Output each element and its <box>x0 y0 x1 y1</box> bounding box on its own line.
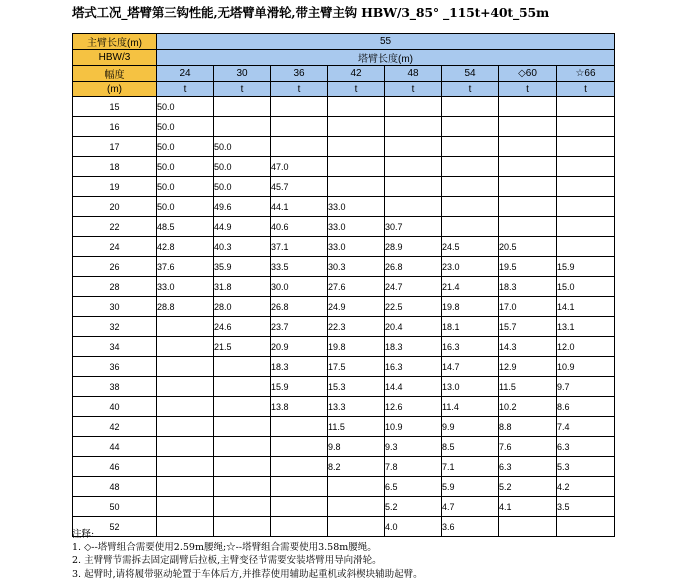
capacity-cell <box>499 97 557 117</box>
capacity-cell <box>499 157 557 177</box>
capacity-cell: 30.3 <box>328 257 385 277</box>
capacity-cell <box>271 477 328 497</box>
capacity-cell <box>442 157 499 177</box>
capacity-cell: 50.0 <box>214 137 271 157</box>
note-item: 1. ◇--塔臂组合需要使用2.59m腰绳;☆--塔臂组合需要使用3.58m腰绳。 <box>72 542 377 554</box>
capacity-cell <box>385 137 442 157</box>
capacity-cell <box>499 177 557 197</box>
capacity-cell: 19.5 <box>499 257 557 277</box>
capacity-cell <box>214 377 271 397</box>
table-row <box>73 397 615 417</box>
capacity-cell <box>271 97 328 117</box>
main-boom-label: 主臂长度(m) <box>73 34 157 50</box>
capacity-cell <box>271 497 328 517</box>
capacity-cell <box>385 197 442 217</box>
capacity-cell: 13.0 <box>442 377 499 397</box>
radius-cell: 42 <box>73 417 157 437</box>
capacity-cell: 10.9 <box>385 417 442 437</box>
capacity-cell: 50.0 <box>157 197 214 217</box>
capacity-cell: 5.3 <box>557 457 615 477</box>
capacity-cell: 11.5 <box>499 377 557 397</box>
capacity-cell <box>157 397 214 417</box>
capacity-cell: 45.7 <box>271 177 328 197</box>
capacity-cell: 47.0 <box>271 157 328 177</box>
capacity-cell: 6.3 <box>499 457 557 477</box>
capacity-cell: 5.9 <box>442 477 499 497</box>
table-row <box>73 477 615 497</box>
capacity-cell: 15.3 <box>328 377 385 397</box>
capacity-cell <box>557 197 615 217</box>
jib-length-header: ◇60 <box>499 66 557 82</box>
radius-cell: 30 <box>73 297 157 317</box>
radius-cell: 52 <box>73 517 157 537</box>
capacity-cell: 50.0 <box>157 117 214 137</box>
capacity-cell: 50.0 <box>157 177 214 197</box>
capacity-cell <box>214 97 271 117</box>
capacity-cell: 13.8 <box>271 397 328 417</box>
note-item: 3. 起臂时,请将履带驱动轮置于车体后方,并推荐使用辅助起重机或斜楔块辅助起臂。 <box>72 568 423 580</box>
radius-unit: (m) <box>73 82 157 97</box>
capacity-cell: 5.2 <box>499 477 557 497</box>
capacity-cell <box>442 197 499 217</box>
capacity-cell <box>214 357 271 377</box>
capacity-cell: 9.3 <box>385 437 442 457</box>
capacity-cell <box>385 97 442 117</box>
jib-length-header: 24 <box>157 66 214 82</box>
capacity-cell: 26.8 <box>385 257 442 277</box>
radius-cell: 32 <box>73 317 157 337</box>
capacity-cell <box>271 437 328 457</box>
capacity-cell: 42.8 <box>157 237 214 257</box>
radius-cell: 36 <box>73 357 157 377</box>
header-row-main-boom <box>73 34 615 50</box>
capacity-cell: 6.3 <box>557 437 615 457</box>
radius-cell: 20 <box>73 197 157 217</box>
capacity-cell <box>157 417 214 437</box>
capacity-cell: 16.3 <box>442 337 499 357</box>
table-row <box>73 357 615 377</box>
capacity-cell: 31.8 <box>214 277 271 297</box>
capacity-cell <box>442 177 499 197</box>
table-row <box>73 257 615 277</box>
capacity-cell <box>214 437 271 457</box>
capacity-cell: 4.0 <box>385 517 442 537</box>
capacity-cell <box>157 337 214 357</box>
jib-length-header: 30 <box>214 66 271 82</box>
capacity-cell: 6.5 <box>385 477 442 497</box>
capacity-cell: 3.6 <box>442 517 499 537</box>
capacity-cell: 18.3 <box>499 277 557 297</box>
unit-header: t <box>385 82 442 97</box>
capacity-cell: 13.3 <box>328 397 385 417</box>
capacity-cell: 11.4 <box>442 397 499 417</box>
capacity-cell <box>385 117 442 137</box>
capacity-cell: 13.1 <box>557 317 615 337</box>
radius-cell: 15 <box>73 97 157 117</box>
radius-label: 幅度 <box>73 66 157 82</box>
capacity-cell: 48.5 <box>157 217 214 237</box>
jib-length-header: 48 <box>385 66 442 82</box>
unit-header: t <box>214 82 271 97</box>
capacity-cell: 11.5 <box>328 417 385 437</box>
table-row <box>73 497 615 517</box>
header-row-jib-lengths <box>73 66 615 82</box>
capacity-cell <box>214 117 271 137</box>
note-item: 2. 主臂臂节需拆去固定副臂后拉板,主臂变径节需要安装塔臂用导向滑轮。 <box>72 555 382 567</box>
capacity-cell: 28.0 <box>214 297 271 317</box>
capacity-cell: 24.7 <box>385 277 442 297</box>
capacity-cell <box>271 117 328 137</box>
table-row <box>73 457 615 477</box>
capacity-cell: 44.1 <box>271 197 328 217</box>
capacity-cell: 22.5 <box>385 297 442 317</box>
capacity-cell <box>442 97 499 117</box>
capacity-cell <box>328 157 385 177</box>
capacity-cell: 20.9 <box>271 337 328 357</box>
capacity-cell <box>499 217 557 237</box>
capacity-cell: 10.2 <box>499 397 557 417</box>
radius-cell: 38 <box>73 377 157 397</box>
table-row <box>73 217 615 237</box>
capacity-cell: 4.7 <box>442 497 499 517</box>
capacity-cell: 16.3 <box>385 357 442 377</box>
header-row-model <box>73 50 615 66</box>
capacity-cell <box>328 137 385 157</box>
capacity-cell <box>157 357 214 377</box>
capacity-cell: 17.0 <box>499 297 557 317</box>
radius-cell: 50 <box>73 497 157 517</box>
capacity-cell: 50.0 <box>214 157 271 177</box>
capacity-cell: 33.0 <box>328 217 385 237</box>
capacity-cell: 17.5 <box>328 357 385 377</box>
table-row <box>73 337 615 357</box>
unit-header: t <box>271 82 328 97</box>
capacity-cell: 3.5 <box>557 497 615 517</box>
capacity-cell: 50.0 <box>157 157 214 177</box>
capacity-cell: 12.0 <box>557 337 615 357</box>
radius-cell: 17 <box>73 137 157 157</box>
capacity-cell: 20.4 <box>385 317 442 337</box>
capacity-cell <box>328 177 385 197</box>
capacity-cell: 40.3 <box>214 237 271 257</box>
jib-length-header: 42 <box>328 66 385 82</box>
capacity-cell <box>157 477 214 497</box>
capacity-cell: 30.0 <box>271 277 328 297</box>
capacity-cell: 37.1 <box>271 237 328 257</box>
capacity-cell <box>499 117 557 137</box>
radius-cell: 48 <box>73 477 157 497</box>
capacity-cell: 24.5 <box>442 237 499 257</box>
unit-header: t <box>157 82 214 97</box>
capacity-cell: 7.6 <box>499 437 557 457</box>
capacity-cell: 50.0 <box>157 97 214 117</box>
table-row <box>73 117 615 137</box>
capacity-cell <box>214 417 271 437</box>
capacity-cell: 4.1 <box>499 497 557 517</box>
capacity-cell: 8.2 <box>328 457 385 477</box>
capacity-cell <box>328 477 385 497</box>
capacity-cell: 5.2 <box>385 497 442 517</box>
capacity-cell: 30.7 <box>385 217 442 237</box>
table-row <box>73 297 615 317</box>
capacity-cell: 12.6 <box>385 397 442 417</box>
capacity-cell: 12.9 <box>499 357 557 377</box>
capacity-cell: 28.9 <box>385 237 442 257</box>
table-row <box>73 317 615 337</box>
capacity-cell: 18.3 <box>385 337 442 357</box>
capacity-cell <box>328 117 385 137</box>
capacity-cell <box>385 157 442 177</box>
capacity-cell: 9.7 <box>557 377 615 397</box>
capacity-cell: 44.9 <box>214 217 271 237</box>
capacity-cell <box>442 217 499 237</box>
capacity-cell: 50.0 <box>157 137 214 157</box>
capacity-cell: 15.0 <box>557 277 615 297</box>
unit-header: t <box>499 82 557 97</box>
radius-cell: 40 <box>73 397 157 417</box>
jib-length-header: ☆66 <box>557 66 615 82</box>
radius-cell: 22 <box>73 217 157 237</box>
load-chart-table <box>72 33 615 537</box>
capacity-cell <box>157 377 214 397</box>
table-row <box>73 237 615 257</box>
capacity-cell <box>214 457 271 477</box>
capacity-cell: 10.9 <box>557 357 615 377</box>
radius-cell: 44 <box>73 437 157 457</box>
capacity-cell: 23.7 <box>271 317 328 337</box>
capacity-cell: 9.8 <box>328 437 385 457</box>
capacity-cell: 18.3 <box>271 357 328 377</box>
capacity-cell: 14.4 <box>385 377 442 397</box>
capacity-cell <box>271 417 328 437</box>
unit-header: t <box>557 82 615 97</box>
capacity-cell: 27.6 <box>328 277 385 297</box>
capacity-cell <box>442 117 499 137</box>
capacity-cell: 18.1 <box>442 317 499 337</box>
unit-header: t <box>442 82 499 97</box>
capacity-cell <box>499 137 557 157</box>
capacity-cell: 24.6 <box>214 317 271 337</box>
capacity-cell <box>499 197 557 217</box>
capacity-cell <box>271 457 328 477</box>
capacity-cell: 28.8 <box>157 297 214 317</box>
notes <box>72 528 672 581</box>
capacity-cell: 21.4 <box>442 277 499 297</box>
jib-length-header: 54 <box>442 66 499 82</box>
capacity-cell <box>328 497 385 517</box>
capacity-cell: 8.8 <box>499 417 557 437</box>
page-title: 塔式工况_塔臂第三钩性能,无塔臂单滑轮,带主臂主钩 HBW/3_85° _115t+40t_55m <box>72 5 550 20</box>
capacity-cell: 4.2 <box>557 477 615 497</box>
radius-cell: 19 <box>73 177 157 197</box>
table-row <box>73 417 615 437</box>
table-row <box>73 377 615 397</box>
jib-length-label: 塔臂长度(m) <box>157 50 615 66</box>
capacity-cell: 22.3 <box>328 317 385 337</box>
capacity-cell: 33.0 <box>157 277 214 297</box>
radius-cell: 28 <box>73 277 157 297</box>
table-row <box>73 97 615 117</box>
capacity-cell: 40.6 <box>271 217 328 237</box>
capacity-cell: 37.6 <box>157 257 214 277</box>
capacity-cell: 21.5 <box>214 337 271 357</box>
capacity-cell: 14.3 <box>499 337 557 357</box>
capacity-cell: 15.9 <box>557 257 615 277</box>
table-row <box>73 177 615 197</box>
capacity-cell: 23.0 <box>442 257 499 277</box>
capacity-cell: 15.7 <box>499 317 557 337</box>
capacity-cell <box>385 177 442 197</box>
radius-cell: 24 <box>73 237 157 257</box>
radius-cell: 18 <box>73 157 157 177</box>
capacity-cell <box>557 137 615 157</box>
table-row <box>73 137 615 157</box>
notes-heading: 注释: <box>72 529 95 540</box>
capacity-cell: 24.9 <box>328 297 385 317</box>
capacity-cell <box>214 497 271 517</box>
capacity-cell <box>557 177 615 197</box>
capacity-cell: 7.4 <box>557 417 615 437</box>
unit-header: t <box>328 82 385 97</box>
table-row <box>73 197 615 217</box>
capacity-cell: 14.1 <box>557 297 615 317</box>
radius-cell: 46 <box>73 457 157 477</box>
capacity-cell <box>557 117 615 137</box>
capacity-cell: 8.5 <box>442 437 499 457</box>
main-boom-value: 55 <box>157 34 615 50</box>
capacity-cell: 26.8 <box>271 297 328 317</box>
table-row <box>73 157 615 177</box>
capacity-cell <box>557 157 615 177</box>
model-label: HBW/3 <box>73 50 157 66</box>
jib-length-header: 36 <box>271 66 328 82</box>
capacity-cell: 7.8 <box>385 457 442 477</box>
capacity-cell <box>442 137 499 157</box>
capacity-cell <box>157 437 214 457</box>
table-row <box>73 437 615 457</box>
capacity-cell: 33.5 <box>271 257 328 277</box>
capacity-cell <box>328 97 385 117</box>
capacity-cell <box>214 477 271 497</box>
capacity-cell: 33.0 <box>328 197 385 217</box>
radius-cell: 34 <box>73 337 157 357</box>
capacity-cell <box>214 397 271 417</box>
capacity-cell: 8.6 <box>557 397 615 417</box>
capacity-cell: 19.8 <box>442 297 499 317</box>
radius-cell: 16 <box>73 117 157 137</box>
capacity-cell <box>557 97 615 117</box>
capacity-cell <box>157 497 214 517</box>
capacity-cell: 15.9 <box>271 377 328 397</box>
capacity-cell: 50.0 <box>214 177 271 197</box>
capacity-cell <box>157 457 214 477</box>
capacity-cell: 35.9 <box>214 257 271 277</box>
capacity-cell: 7.1 <box>442 457 499 477</box>
header-row-units <box>73 82 615 97</box>
capacity-cell: 14.7 <box>442 357 499 377</box>
capacity-cell: 9.9 <box>442 417 499 437</box>
capacity-cell <box>557 237 615 257</box>
capacity-cell: 33.0 <box>328 237 385 257</box>
capacity-cell <box>271 137 328 157</box>
capacity-cell <box>157 317 214 337</box>
capacity-cell <box>557 217 615 237</box>
capacity-cell: 49.6 <box>214 197 271 217</box>
capacity-cell: 20.5 <box>499 237 557 257</box>
radius-cell: 26 <box>73 257 157 277</box>
capacity-cell: 19.8 <box>328 337 385 357</box>
table-row <box>73 277 615 297</box>
